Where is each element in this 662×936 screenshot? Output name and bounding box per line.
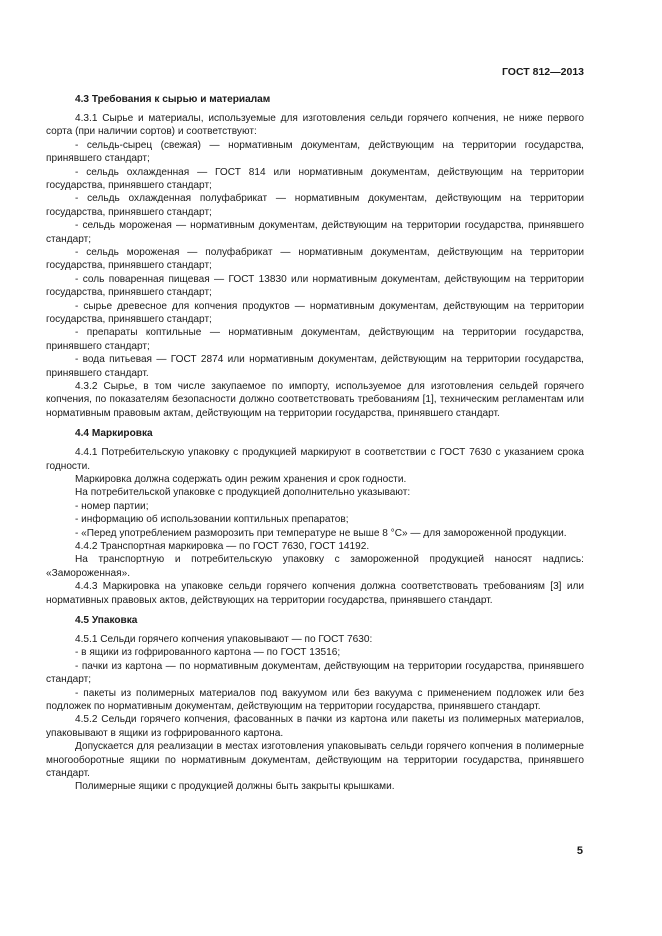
list-item: - в ящики из гофрированного картона — по ГОСТ 13516; <box>75 647 341 659</box>
section-4-3 <box>46 93 584 420</box>
section-heading: 4.3 Требования к сырью и материалам <box>75 94 271 105</box>
list-item: - сырье древесное для копчения продуктов — нормативным документам, действующим на территории государства, принявшего стандарт; <box>46 300 584 325</box>
page-number: 5 <box>576 845 583 857</box>
paragraph: 4.4.3 Маркировка на упаковке сельди горячего копчения должна соответствовать требованиям [3] или нормативных правовых актов, действующих на территории государства, принявшего стандарт. <box>46 581 584 606</box>
list-item: - номер партии; <box>75 500 149 512</box>
paragraph: На транспортную и потребительскую упаковку с замороженной продукцией наносят надпись: «Замороженная». <box>46 554 584 579</box>
list-item: - вода питьевая — ГОСТ 2874 или нормативным документам, действующим на территории государства, принявшего стандарт. <box>46 354 584 379</box>
paragraph: 4.4.1 Потребительскую упаковку с продукцией маркируют в соответствии с ГОСТ 7630 с указанием срока годности. <box>46 447 584 472</box>
section-heading: 4.5 Упаковка <box>75 615 138 627</box>
list-item: - информацию об использовании коптильных препаратов; <box>75 514 349 526</box>
paragraph: Маркировка должна содержать один режим хранения и срок годности. <box>75 473 407 485</box>
paragraph: 4.5.1 Сельди горячего копчения упаковывают — по ГОСТ 7630: <box>75 633 373 645</box>
list-item: - сельдь охлажденная — ГОСТ 814 или нормативным документам, действующим на территории государства, принявшего стандарт; <box>46 166 584 191</box>
paragraph: 4.4.2 Транспортная маркировка — по ГОСТ 7630, ГОСТ 14192. <box>75 541 370 552</box>
document-header: ГОСТ 812—2013 <box>501 66 584 78</box>
list-item: - препараты коптильные — нормативным документам, действующим на территории государства, принявшего стандарт; <box>46 327 584 352</box>
paragraph: На потребительской упаковке с продукцией дополнительно указывают: <box>75 487 411 499</box>
document-body <box>46 93 584 794</box>
list-item: - пачки из картона — по нормативным документам, действующим на территории государства, принявшего стандарт; <box>46 660 584 686</box>
list-item: - соль поваренная пищевая — ГОСТ 13830 или нормативным документам, действующим на территории государства, принявшего стандарт; <box>46 273 584 299</box>
list-item: - пакеты из полимерных материалов под вакуумом или без вакуума с применением подложек или без подложек по нормативным документам, действующим на территории государства, принявшего стандарт. <box>46 687 584 712</box>
section-4-4 <box>46 427 584 607</box>
paragraph: 4.5.2 Сельди горячего копчения, фасованных в пачки из картона или пакеты из полимерных материалов, упаковывают в ящики из гофрированного картона. <box>46 714 584 739</box>
list-item: - «Перед употреблением разморозить при температуре не выше 8 °С» — для замороженной продукции. <box>75 527 567 539</box>
list-item: - сельдь охлажденная полуфабрикат — нормативным документам, действующим на территории государства, принявшего стандарт; <box>46 193 584 218</box>
paragraph: Полимерные ящики с продукцией должны быть закрыты крышками. <box>75 781 395 793</box>
list-item: - сельдь мороженая — полуфабрикат — нормативным документам, действующим на территории государства, принявшего стандарт; <box>46 246 584 272</box>
list-item: - сельдь-сырец (свежая) — нормативным документам, действующим на территории государства, принявшего стандарт; <box>46 139 584 165</box>
section-heading: 4.4 Маркировка <box>75 428 153 440</box>
paragraph: Допускается для реализации в местах изготовления упаковывать сельди горячего копчения в полимерные многооборотные ящики по нормативным документам, действующим на территории государства, принявшего стандарт. <box>46 741 584 779</box>
paragraph: 4.3.1 Сырье и материалы, используемые для изготовления сельди горячего копчения, не ниже первого сорта (при наличии сортов) и соответствуют: <box>46 112 584 138</box>
section-4-5 <box>46 614 584 794</box>
paragraph: 4.3.2 Сырье, в том числе закупаемое по импорту, используемое для изготовления сельдей горячего копчения, по показателям безопасности должно соответствовать требованиям [1], техническим регламентам или нормативным правовым актам, действующим на территории государства, принявшего стандарт. <box>46 381 584 419</box>
list-item: - сельдь мороженая — нормативным документам, действующим на территории государства, принявшего стандарт; <box>46 220 584 245</box>
